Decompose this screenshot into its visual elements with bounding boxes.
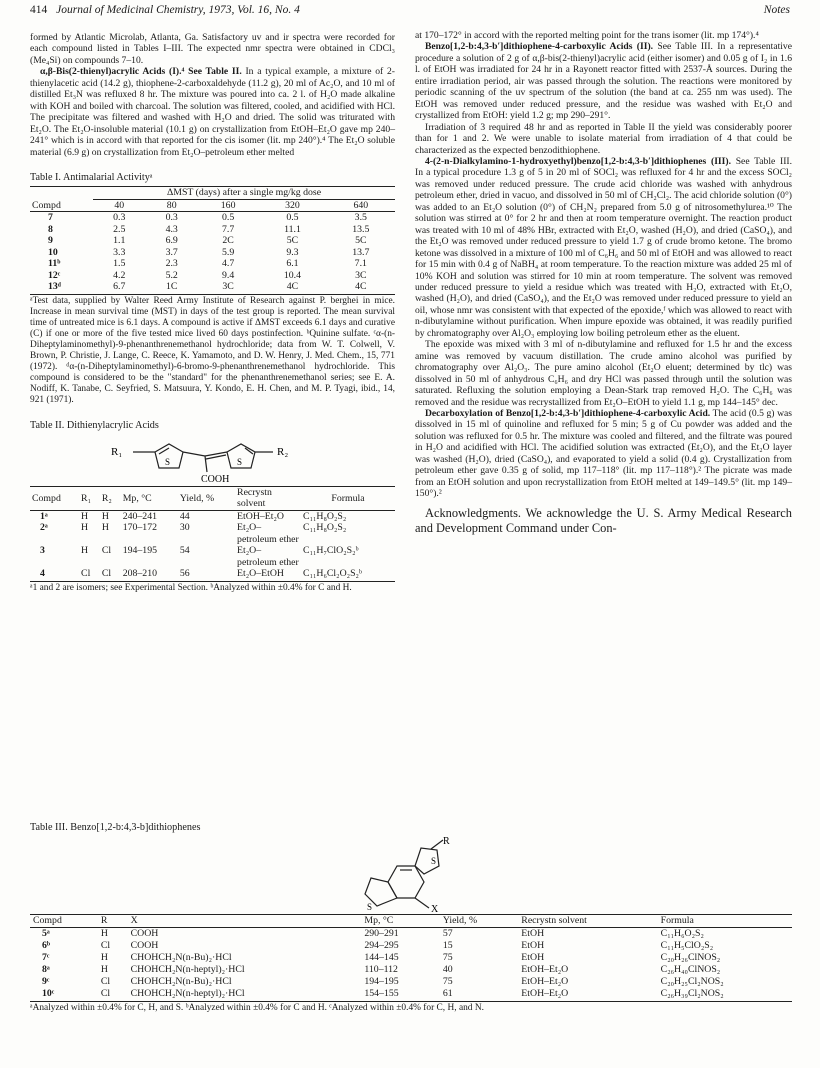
table-3-cell-x: COOH xyxy=(130,940,159,951)
table-1-value: 6.9 xyxy=(165,235,178,247)
carboxylic-acids-paragraph xyxy=(415,41,792,121)
table-2-cell-s: Et₂O–petroleum ether xyxy=(237,545,299,568)
table-3-caption: Table III. Benzo[1,2-b:4,3-b]dithiophenes xyxy=(30,822,201,833)
table-1-value: 0.5 xyxy=(221,212,235,224)
table-3-grid xyxy=(30,914,792,1000)
table-2-cell-y: 30 xyxy=(179,522,190,534)
table-3-cell-s: EtOH xyxy=(521,928,545,939)
table-2-cell-mp: 170–172 xyxy=(122,522,157,534)
table-2-header: R₂ xyxy=(101,492,112,504)
dialkylamino-heading: 4-(2-n-Dialkylamino-1-hydroxyethyl)benzo[1,2-b:4,3-b′]dithiophenes (III). xyxy=(425,155,731,167)
table-row xyxy=(30,928,792,941)
table-2-footnote: ᵃ1 and 2 are isomers; see Experimental Section. ᵇAnalyzed within ±0.4% for C and H. xyxy=(30,581,395,594)
table-3-cell-c: 10ᶜ xyxy=(42,988,55,999)
running-header xyxy=(30,4,790,24)
table-2-cell-f: C₁₁H₈O₂S₂ xyxy=(303,522,347,534)
table-3-cell-s: EtOH xyxy=(521,952,545,963)
table-2-caption: Table II. Dithienylacrylic Acids xyxy=(30,419,159,431)
table-row xyxy=(30,568,395,579)
struct-r1: R₁ xyxy=(110,445,122,458)
table-2-cell-r2: Cl xyxy=(101,545,112,557)
table-2-cell-y: 54 xyxy=(179,545,190,557)
table-3-cell-r: H xyxy=(100,928,108,939)
table-3-cell-y: 61 xyxy=(442,988,453,999)
table-3-cell-mp: 144–145 xyxy=(364,952,399,963)
table-row xyxy=(30,545,395,568)
table-row xyxy=(30,964,792,976)
table-1-value: 4.3 xyxy=(165,223,178,235)
table-1-value: 0.3 xyxy=(113,212,126,224)
table-2-cell-mp: 208–210 xyxy=(122,568,157,580)
table-3-header: X xyxy=(130,915,138,926)
table-3-cell-f: C₁₁H₅ClO₂S₂ xyxy=(660,940,714,951)
table-3-cell-x: CHOHCH₂N(n-heptyl)₂·HCl xyxy=(130,964,245,975)
table-1-value: 11.1 xyxy=(284,223,301,235)
table-1-value: 2C xyxy=(222,235,234,247)
dialkylamino-text: See Table III. In a typical procedure 1.3 g of 5 in 20 ml of SOCl₂ was refluxed for 4 hr and the excess SOCl₂ was removed under reduced pressure. The crude acid chloride was washed with anhydrous petroleum ether, dried in vacuo, and dissolved in 50 ml of CH₂Cl₂. The acid chloride solution (0°) was added to an Et₂O solution (0°) of CH₂N₂ prepared from 5.0 g of nitrosomethylurea.¹⁰ The solution was stirred at 0° for 2 hr and then at room temperature overnight. The reaction product was treated with 10 ml of 48% HBr, extracted with Et₂O, washed (H₂O), and dried (CaSO₄), and the Et₂O was removed under reduced pressure to yield 1.7 g of crude bromo ketone. The bromo ketone was dissolved in a mixture of 100 ml of C₆H₆ and 50 ml of EtOH and was allowed to react for 15 min with 0.4 g of NaBH₄ at room temperature. To the reaction mixture was added 25 ml of 10% KOH and solution was stirred for 10 min at room temperature. The solvent was removed under reduced pressure to yield a residue which was treated with H₂O, extracted with Et₂O, washed (H₂O), and dried (CaSO₄), and the Et₂O was removed under reduced pressure to yield an oil, whose nmr was consistent with that expected of the epoxide,ᶠ which was allowed to react with n-dibutylamine without purification. When impure epoxide was obtained, it was readily purified by chromatography over Al₂O₃ employing low boiling petroleum ether as the eluent. xyxy=(415,155,792,339)
table-1-value: 2.3 xyxy=(165,258,178,270)
table-1-value: 1C xyxy=(165,281,178,293)
table-2-cell-r1: Cl xyxy=(81,568,91,580)
table-1-value: 7.1 xyxy=(354,258,367,270)
table-3-header: Compd xyxy=(33,915,62,926)
dialkylamino-paragraph xyxy=(415,156,792,339)
table-2-cell-r1: H xyxy=(81,522,89,534)
decarboxylation-text: The acid (0.5 g) was dissolved in 15 ml of quinoline and refluxed for 5 min; 5 g of Cu powder was added and the solution was refluxed for 0.5 hr. The mixture was cooled and filtered, and the filtrate was poured in H₂O and acidified with HCl. The acidified solution was extracted (Et₂O), and the Et₂O layer was washed (H₂O), dried (CaSO₄), and evaporated to yield a solid (0.4 g). Crystallization from petroleum ether gave 0.35 g of solid, mp 117–118° (lit. mp 117–118°).² The picrate was made from an EtOH solution and upon recrystallization from EtOH melted at 149–149.5° (lit. mp 149–150°).² xyxy=(415,407,792,500)
table-3-header: Formula xyxy=(660,915,694,926)
decarboxylation-paragraph xyxy=(415,408,792,500)
table-1-value: 4C xyxy=(355,281,367,293)
table-3-cell-x: CHOHCH₂N(n-heptyl)₂·HCl xyxy=(130,988,245,999)
table-row xyxy=(30,952,792,964)
table-1-dose-header: 320 xyxy=(285,199,300,211)
acknowledgments: Acknowledgments. We acknowledge the U. S. Army Medical Research and Development Command under Con- xyxy=(415,505,792,535)
table-row xyxy=(30,988,792,1000)
page-number: 414 xyxy=(30,4,48,16)
table-1-value: 5C xyxy=(355,235,367,247)
table-1-footnote: ᵃTest data, supplied by Walter Reed Army Institute of Research against P. berghei in mice. Increase in mean survival time (MST) in days of the test group is reported. The mean survival time of untreated mice is 6.1 days. A compound is active if ΔMST exceeds 6.1 days and curative (C) if one or more of the five tested mice lived 60 days postinfection. ᵇQuinine sulfate. ᶜα-(n-Diheptylaminomethyl)-9-phenanthrenemethanol hydrochloride; data from W. T. Colwell, V. Brown, P. Christie, J. Lange, C. Reece, K. Yamamoto, and D. W. Henry, J. Med. Chem., 15, 771 (1972). ᵈα-(n-Diheptylaminomethyl)-6-bromo-9-phenanthrenemethanol hydrochloride. This compound is considered to be the "standard" for the phenanthrenemethanol series; see E. A. Nodiff, K. Tanabe, C. Seyfried, S. Matsuura, Y. Kondo, E. H. Chen, and M. P. Tyagi, ibid., 14, 921 (1971). xyxy=(30,295,395,405)
table-1-value: 4C xyxy=(286,281,299,293)
table-3-cell-r: H xyxy=(100,964,108,975)
table-2-grid xyxy=(30,486,395,580)
struct-r2: R₂ xyxy=(276,445,288,458)
table-2-header: Mp, °C xyxy=(122,492,152,504)
table-3-cell-r: H xyxy=(100,952,108,963)
table-row xyxy=(30,522,395,545)
table-row xyxy=(30,212,395,224)
table-2-cell-f: C₁₁H₆Cl₂O₂S₂ᵇ xyxy=(303,568,362,580)
table-3-cell-r: Cl xyxy=(100,976,111,987)
table-3-cell-y: 15 xyxy=(442,940,453,951)
table-1-value: 3.3 xyxy=(113,246,126,258)
table-2-cell-r2: H xyxy=(101,522,109,534)
table-3-cell-y: 57 xyxy=(442,928,453,939)
table-1-grid xyxy=(30,186,395,292)
table-1-compd: 13ᵈ xyxy=(48,281,61,293)
table-1-value: 9.3 xyxy=(286,246,299,258)
table-1-value: 13.5 xyxy=(352,223,370,235)
table-3-cell-f: C₂₆H₄₀ClNOS₂ xyxy=(660,964,721,975)
table-3-cell-s: EtOH xyxy=(521,940,545,951)
table-2-cell-s: Et₂O–petroleum ether xyxy=(237,522,299,545)
irradiation-paragraph: Irradiation of 3 required 48 hr and as reported in Table II the yield was considerably poorer than for 1 and 2. We were unable to isolate material from irradiation of 4 that could be characterized as the expected benzodithiophene. xyxy=(415,121,792,156)
table-1-span-header: ΔMST (days) after a single mg/kg dose xyxy=(93,187,395,199)
table-1-value: 4.2 xyxy=(113,269,126,281)
table-3-cell-c: 5ᵃ xyxy=(42,928,50,939)
table-1-compd: 12ᶜ xyxy=(48,269,61,281)
table-3-header: Recrystn solvent xyxy=(521,915,587,926)
carboxylic-acids-heading: Benzo[1,2-b:4,3-b′]dithiophene-4-carboxylic Acids (II). xyxy=(425,41,654,53)
table-1-value: 9.4 xyxy=(221,269,235,281)
table-1-compd: 8 xyxy=(48,223,53,235)
table-2-cell-f: C₁₁H₇ClO₂S₂ᵇ xyxy=(303,545,359,557)
benzodithiophene-structure xyxy=(331,836,491,914)
table-1-caption: Table I. Antimalarial Activityᵃ xyxy=(30,171,153,183)
table-3-cell-f: C₂₆H₃₉Cl₂NOS₂ xyxy=(660,988,724,999)
table-2-cell-c: 4 xyxy=(40,568,45,580)
table-1-value: 0.5 xyxy=(286,212,299,224)
table-1-col-compd: Compd xyxy=(32,199,61,211)
table-1-dose-header: 160 xyxy=(220,199,236,211)
table-1-value: 3C xyxy=(222,281,234,293)
table-row xyxy=(30,247,395,258)
table-2-cell-s: EtOH–Et₂O xyxy=(237,510,284,522)
table-3-cell-x: CHOHCH₂N(n-Bu)₂·HCl xyxy=(130,952,232,963)
table-row xyxy=(30,510,395,522)
table-3-header: Mp, °C xyxy=(364,915,394,926)
table-1-dose-header: 40 xyxy=(114,199,125,211)
table-2-cell-r1: H xyxy=(81,545,89,557)
table-2-cell-c: 1ᵃ xyxy=(40,510,48,522)
table-2-header: Recrystn solvent xyxy=(237,486,272,510)
table-3-cell-mp: 294–295 xyxy=(364,940,399,951)
table-1-value: 13.7 xyxy=(352,246,370,258)
acrylic-acids-paragraph xyxy=(30,66,395,158)
decarboxylation-heading: Decarboxylation of Benzo[1,2-b:4,3-b′]dithiophene-4-carboxylic Acid. xyxy=(425,407,711,419)
table-1-dose-header: 80 xyxy=(166,199,177,211)
table-3-cell-r: Cl xyxy=(100,988,111,999)
table-row xyxy=(30,235,395,246)
table-2-header: R₁ xyxy=(81,492,91,504)
table-2-cell-mp: 240–241 xyxy=(122,510,157,522)
table-2-header: Formula xyxy=(331,492,365,504)
table-3-cell-y: 75 xyxy=(442,976,453,987)
table-2 xyxy=(30,420,395,594)
table-1-value: 3.7 xyxy=(165,246,178,258)
table-2-cell-r2: Cl xyxy=(101,568,112,580)
table-1-value: 0.3 xyxy=(165,212,178,224)
table-2-cell-y: 56 xyxy=(179,568,190,580)
table-1-value: 5.2 xyxy=(165,269,178,281)
struct-cooh: COOH xyxy=(200,473,229,485)
table-3-body xyxy=(30,928,792,1001)
table-2-header: Compd xyxy=(32,492,61,504)
table-3-cell-mp: 110–112 xyxy=(364,964,398,975)
table-1-compd: 11ᵇ xyxy=(48,258,61,270)
struct-s-left: S xyxy=(164,456,170,467)
struct-s-right: S xyxy=(236,456,242,467)
section-name: Notes xyxy=(763,4,790,16)
table-row xyxy=(30,940,792,952)
acrylic-acids-text: In a typical example, a mixture of 2-thienylacetic acid (14.2 g), thiophene-2-carboxaldehyde (11.2 g), 20 ml of Ac₂O, and 10 ml of distilled Et₃N was refluxed 8 hr. The mixture was poured into ca. 2 l. of H₂O made alkaline with KOH and boiled with charcoal. The solution was filtered, cooled, and acidified with HCl. The precipitate was filtered and washed with H₂O and dried. The solid was triturated with Et₂O. The Et₂O-insoluble material (10.1 g) on crystallization from EtOH–Et₂O gave mp 240–241° which is in accord with that reported for the cis isomer (lit. mp 240°).⁴ The Et₂O soluble material (6.9 g) on crystallization from Et₂O–petroleum ether melted xyxy=(30,66,395,158)
table-2-header: Yield, % xyxy=(179,492,215,504)
table-1-value: 6.1 xyxy=(286,258,299,270)
table-1-value: 4.7 xyxy=(221,258,235,270)
table-3-cell-s: EtOH–Et₂O xyxy=(521,976,569,987)
struct3-s-bottom: S xyxy=(367,902,373,912)
table-2-cell-y: 44 xyxy=(179,510,190,522)
table-3 xyxy=(30,822,792,1014)
table-1-compd: 7 xyxy=(48,212,53,224)
right-column xyxy=(415,30,792,536)
carboxylic-acids-text: See Table III. In a representative procedure a solution of 2 g of α,β-bis(2-thienyl)acrylic acid (either isomer) and 0.05 g of I₂ in 1.6 l. of EtOH was irradiated for 24 hr in a Rayonett reactor fitted with 2537-Å sources. During the entire irradiation period, air was passed through the solution. The reactions were monitored by periodic scanning of the uv spectrum of the solution (the band at ca. 255 nm was used). The EtOH was removed under reduced pressure, and the residue was washed with Et₂O and crystallized from EtOH: yield 1.2 g; mp 290–291°. xyxy=(415,41,792,122)
table-3-cell-f: C₂₀H₂₆ClNOS₂ xyxy=(660,952,721,963)
table-row xyxy=(30,270,395,281)
table-2-cell-c: 3 xyxy=(40,545,45,557)
table-2-cell-f: C₁₁H₈O₂S₂ xyxy=(303,510,347,522)
table-2-cell-r2: H xyxy=(101,510,109,522)
table-3-cell-y: 40 xyxy=(442,964,453,975)
table-1-value: 5.9 xyxy=(221,246,235,258)
epoxide-paragraph: The epoxide was mixed with 3 ml of n-dibutylamine and refluxed for 1.5 hr and the excess amine was removed by vacuum distillation. The crude amino alcohol was purified by chromatography over Al₂O₃. The pure amino alcohol (Et₂O eluent; determined by tlc) was dissolved in 50 ml of anhydrous C₆H₆ and dry HCl was passed through until the solution was saturated. Refluxing the solution employing a Dean-Stark trap removed H₂O. The C₆H₆ was removed and the residue was recrystallized from Et₂O–EtOH to yield 1.1 g, mp 144–145° dec. xyxy=(415,339,792,408)
table-1-body xyxy=(30,212,395,293)
table-1-value: 1.5 xyxy=(113,258,126,270)
journal-citation: Journal of Medicinal Chemistry, 1973, Vol. 16, No. 4 xyxy=(56,4,300,16)
left-column xyxy=(30,32,395,594)
table-1-value: 1.1 xyxy=(113,235,126,247)
table-3-footnote: ᵃAnalyzed within ±0.4% for C, H, and S. ᵇAnalyzed within ±0.4% for C and H. ᶜAnalyzed within ±0.4% for C, H, and N. xyxy=(30,1001,792,1014)
table-3-cell-r: Cl xyxy=(100,940,111,951)
table-3-header: R xyxy=(100,915,108,926)
table-3-cell-f: C₂₀H₂₅Cl₂NOS₂ xyxy=(660,976,724,987)
table-1-value: 3C xyxy=(355,269,367,281)
acrylic-acids-heading: α,β-Bis(2-thienyl)acrylic Acids (I).⁴ See Table II. xyxy=(40,66,242,78)
table-1-compd: 10 xyxy=(48,246,58,258)
table-1-compd: 9 xyxy=(48,235,53,247)
table-1-value: 10.4 xyxy=(283,269,302,281)
table-3-cell-c: 8ᵃ xyxy=(42,964,50,975)
table-3-cell-mp: 290–291 xyxy=(364,928,399,939)
struct3-r: R xyxy=(443,836,450,847)
table-3-cell-mp: 194–195 xyxy=(364,976,399,987)
table-3-cell-mp: 154–155 xyxy=(364,988,399,999)
table-row xyxy=(30,258,395,269)
struct3-s-top: S xyxy=(431,856,437,866)
table-1 xyxy=(30,172,395,406)
table-1-value: 7.7 xyxy=(221,223,235,235)
table-row xyxy=(30,976,792,988)
table-2-cell-r1: H xyxy=(81,510,89,522)
table-3-cell-c: 7ᶜ xyxy=(42,952,50,963)
table-3-cell-y: 75 xyxy=(442,952,453,963)
table-3-cell-x: CHOHCH₂N(n-Bu)₂·HCl xyxy=(130,976,232,987)
table-3-cell-x: COOH xyxy=(130,928,159,939)
table-3-cell-c: 9ᶜ xyxy=(42,976,50,987)
table-3-cell-f: C₁₁H₆O₂S₂ xyxy=(660,928,704,939)
table-3-cell-s: EtOH–Et₂O xyxy=(521,964,569,975)
table-1-value: 3.5 xyxy=(354,212,367,224)
table-2-body xyxy=(30,510,395,579)
table-row xyxy=(30,224,395,235)
dithienylacrylic-acid-structure xyxy=(103,434,323,486)
table-2-cell-c: 2ᵃ xyxy=(40,522,48,534)
table-3-cell-c: 6ᵇ xyxy=(42,940,51,951)
struct3-x: X xyxy=(431,904,439,914)
table-2-cell-s: Et₂O–EtOH xyxy=(237,568,284,580)
table-3-header: Yield, % xyxy=(442,915,478,926)
table-1-value: 2.5 xyxy=(113,223,126,235)
table-row xyxy=(30,281,395,292)
table-3-cell-s: EtOH–Et₂O xyxy=(521,988,569,999)
table-1-value: 5C xyxy=(286,235,299,247)
intro-paragraph: formed by Atlantic Microlab, Atlanta, Ga. Satisfactory uv and ir spectra were recorded for each compound listed in Tables I–III. The expected nmr spectra were obtained in CDCl₃ (Me₄Si) on compounds 7–10. xyxy=(30,32,395,66)
table-2-cell-mp: 194–195 xyxy=(122,545,157,557)
table-1-value: 6.7 xyxy=(113,281,126,293)
table-1-dose-header: 640 xyxy=(353,199,369,211)
trans-isomer-paragraph: at 170–172° in accord with the reported melting point for the trans isomer (lit. mp 174°).⁴ xyxy=(415,30,759,41)
